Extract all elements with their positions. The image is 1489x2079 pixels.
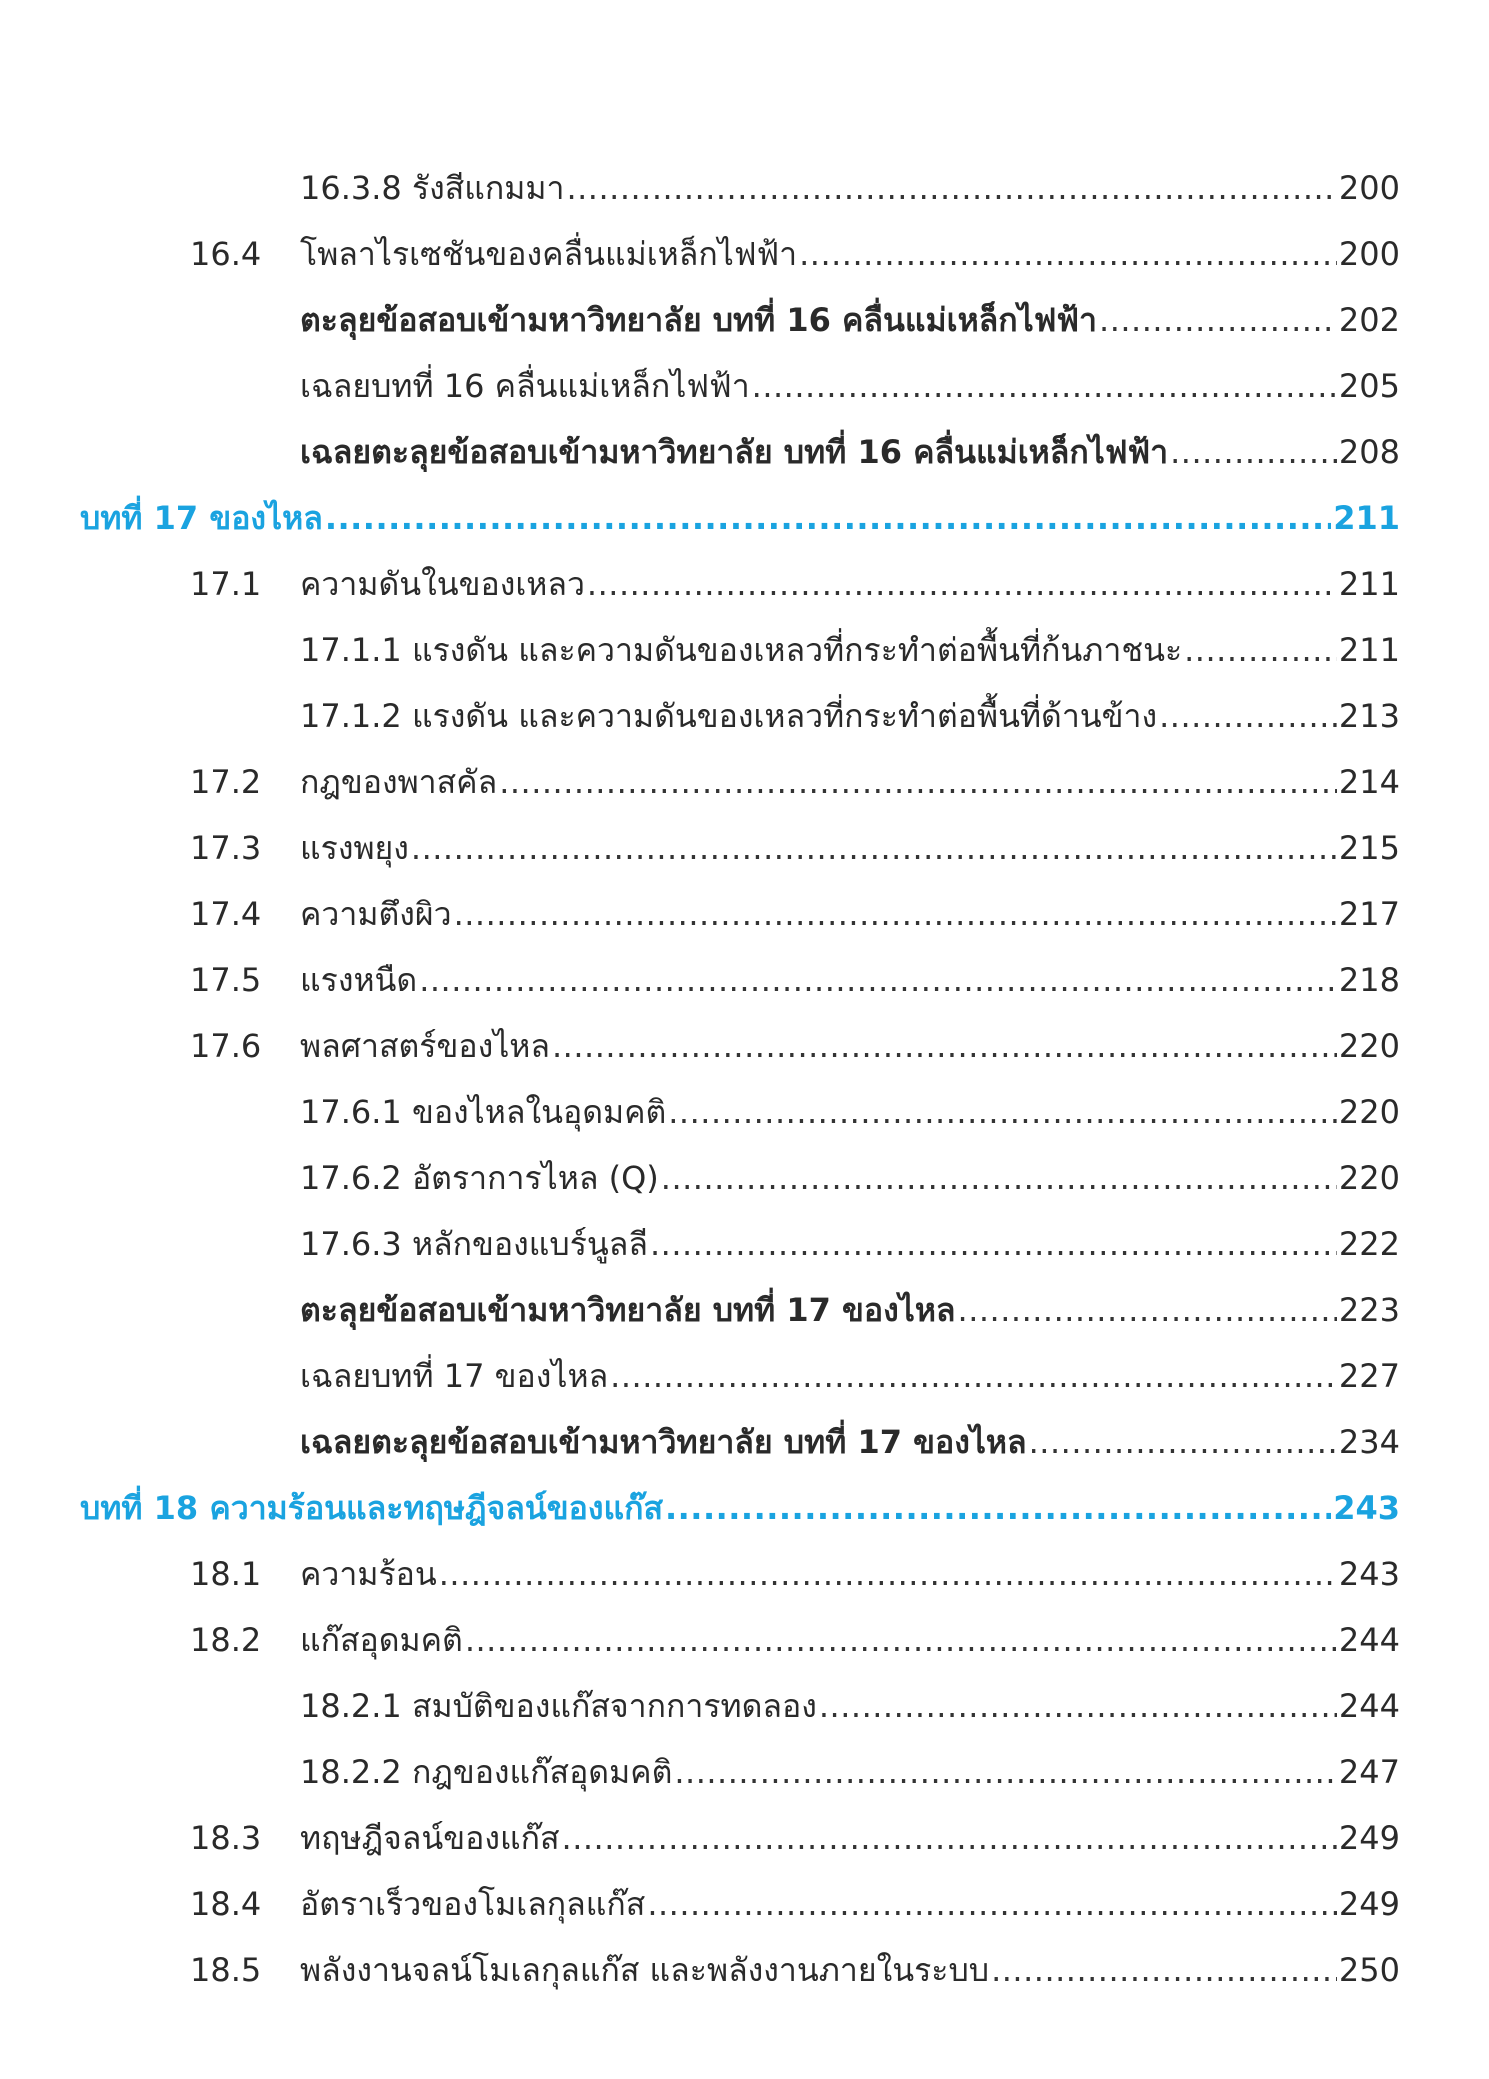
dot-leader — [552, 1026, 1337, 1066]
toc-entry-page: 247 — [1338, 1753, 1400, 1791]
toc-entry-line — [300, 1686, 1400, 1726]
toc-entry-line — [300, 1224, 1400, 1264]
toc-entry — [0, 1942, 1489, 1998]
dot-leader — [665, 1488, 1331, 1528]
toc-entry-title: ความดันในของเหลว — [300, 565, 585, 603]
toc-entry — [0, 1414, 1489, 1470]
toc-entry-page: 200 — [1338, 169, 1400, 207]
toc-entry-title: อัตราเร็วของโมเลกุลแก๊ส — [300, 1885, 646, 1923]
toc-entry-line — [300, 1620, 1400, 1660]
toc-entry-page: 220 — [1338, 1027, 1400, 1065]
dot-leader — [958, 1290, 1337, 1330]
toc-entry-title: ตะลุยข้อสอบเข้ามหาวิทยาลัย บทที่ 17 ของไหล — [300, 1291, 956, 1329]
toc-entry-page: 244 — [1338, 1687, 1400, 1725]
dot-leader — [1099, 300, 1337, 340]
toc-entry-number: 17.6 — [190, 1027, 262, 1065]
toc-entry-title: บทที่ 18 ความร้อนและทฤษฎีจลน์ของแก๊ส — [80, 1489, 663, 1527]
toc-entry-page: 217 — [1338, 895, 1400, 933]
toc-entry — [0, 1810, 1489, 1866]
toc-entry-title: 18.2.2 กฎของแก๊สอุดมคติ — [300, 1753, 673, 1791]
toc-entry — [0, 1876, 1489, 1932]
toc-entry-line — [300, 168, 1400, 208]
dot-leader — [991, 1950, 1337, 1990]
dot-leader — [454, 894, 1337, 934]
toc-entry-line — [300, 762, 1400, 802]
toc-entry-line — [80, 1488, 1400, 1528]
toc-entry-page: 211 — [1333, 499, 1400, 537]
toc-entry-page: 243 — [1338, 1555, 1400, 1593]
toc-entry-title: 17.1.1 แรงดัน และความดันของเหลวที่กระทำต่อพื้นที่ก้นภาชนะ — [300, 631, 1183, 669]
toc-entry — [0, 1348, 1489, 1404]
toc-entry-title: เฉลยตะลุยข้อสอบเข้ามหาวิทยาลัย บทที่ 16 คลื่นแม่เหล็กไฟฟ้า — [300, 433, 1169, 471]
toc-entry-line — [300, 1950, 1400, 1990]
toc-entry-line — [300, 1158, 1400, 1198]
toc-entry-number: 18.3 — [190, 1819, 262, 1857]
toc-entry — [0, 754, 1489, 810]
toc-entry — [0, 688, 1489, 744]
toc-entry — [0, 226, 1489, 282]
toc-entry-page: 244 — [1338, 1621, 1400, 1659]
toc-entry-line — [300, 960, 1400, 1000]
dot-leader — [325, 498, 1331, 538]
toc-entry-line — [300, 696, 1400, 736]
toc-entry-number: 17.3 — [190, 829, 262, 867]
toc-entry-page: 202 — [1338, 301, 1400, 339]
toc-entry-title: 16.3.8 รังสีแกมมา — [300, 169, 565, 207]
toc-entry-line — [300, 366, 1400, 406]
dot-leader — [752, 366, 1337, 406]
dot-leader — [411, 828, 1337, 868]
toc-entry — [0, 1282, 1489, 1338]
toc-entry-title: กฎของพาสคัล — [300, 763, 498, 801]
toc-entry — [0, 622, 1489, 678]
toc-entry-number: 18.2 — [190, 1621, 262, 1659]
toc-entry-line — [300, 828, 1400, 868]
toc-entry — [0, 1678, 1489, 1734]
toc-entry-title: 17.1.2 แรงดัน และความดันของเหลวที่กระทำต่อพื้นที่ด้านข้าง — [300, 697, 1158, 735]
toc-entry-page: 222 — [1338, 1225, 1400, 1263]
toc-entry-line — [300, 630, 1400, 670]
toc-entry-number: 17.4 — [190, 895, 262, 933]
toc-entry-page: 250 — [1338, 1951, 1400, 1989]
dot-leader — [499, 762, 1337, 802]
toc-entry-number: 16.4 — [190, 235, 262, 273]
toc-entry — [0, 556, 1489, 612]
toc-entry-line — [80, 498, 1400, 538]
toc-entry-page: 208 — [1338, 433, 1400, 471]
dot-leader — [1170, 432, 1337, 472]
toc-entry-title: โพลาไรเซชันของคลื่นแม่เหล็กไฟฟ้า — [300, 235, 798, 273]
toc-entry-title: ความร้อน — [300, 1555, 437, 1593]
dot-leader — [1184, 630, 1337, 670]
toc-entry-line — [300, 1554, 1400, 1594]
dot-leader — [465, 1620, 1337, 1660]
toc-entry-title: แรงพยุง — [300, 829, 409, 867]
dot-leader — [1029, 1422, 1337, 1462]
dot-leader — [647, 1884, 1337, 1924]
toc-entry-line — [300, 1026, 1400, 1066]
toc-entry-page: 234 — [1338, 1423, 1400, 1461]
toc-entry-line — [300, 1356, 1400, 1396]
toc-entry — [0, 820, 1489, 876]
toc-entry-page: 218 — [1338, 961, 1400, 999]
toc-entry-line — [300, 1422, 1400, 1462]
dot-leader — [1159, 696, 1337, 736]
toc-entry — [0, 886, 1489, 942]
toc-entry-title: 17.6.2 อัตราการไหล (Q) — [300, 1159, 659, 1197]
toc-entry-line — [300, 300, 1400, 340]
toc-entry-title: ความตึงผิว — [300, 895, 452, 933]
toc-entry — [0, 1150, 1489, 1206]
toc-entry-line — [300, 1092, 1400, 1132]
toc-entry — [0, 952, 1489, 1008]
dot-leader — [668, 1092, 1337, 1132]
toc-entry-number: 17.2 — [190, 763, 262, 801]
toc-entry-page: 249 — [1338, 1885, 1400, 1923]
toc-entry-page: 200 — [1338, 235, 1400, 273]
toc-entry-title: พลังงานจลน์โมเลกุลแก๊ส และพลังงานภายในระบบ — [300, 1951, 990, 1989]
dot-leader — [650, 1224, 1337, 1264]
toc-entry-line — [300, 564, 1400, 604]
toc-entry — [0, 1744, 1489, 1800]
toc-entry-page: 211 — [1338, 565, 1400, 603]
toc-entry-line — [300, 234, 1400, 274]
dot-leader — [819, 1686, 1337, 1726]
toc-entry — [0, 1546, 1489, 1602]
toc-entry-line — [300, 1290, 1400, 1330]
dot-leader — [610, 1356, 1337, 1396]
toc-entry — [0, 1084, 1489, 1140]
toc-entry-title: 17.6.3 หลักของแบร์นูลลี — [300, 1225, 648, 1263]
dot-leader — [566, 168, 1336, 208]
toc-entry-title: ทฤษฎีจลน์ของแก๊ส — [300, 1819, 560, 1857]
dot-leader — [439, 1554, 1337, 1594]
toc-entry — [0, 292, 1489, 348]
toc-entry-page: 220 — [1338, 1159, 1400, 1197]
dot-leader — [661, 1158, 1337, 1198]
toc-entry-line — [300, 432, 1400, 472]
toc-entry — [0, 160, 1489, 216]
toc-entry-page: 205 — [1338, 367, 1400, 405]
toc-entry-number: 17.1 — [190, 565, 262, 603]
toc-chapter-entry — [0, 490, 1489, 546]
toc-entry-title: 18.2.1 สมบัติของแก๊สจากการทดลอง — [300, 1687, 817, 1725]
toc-entry-line — [300, 1818, 1400, 1858]
toc-entry-title: เฉลยบทที่ 16 คลื่นแม่เหล็กไฟฟ้า — [300, 367, 750, 405]
toc-entry-title: เฉลยบทที่ 17 ของไหล — [300, 1357, 609, 1395]
toc-entry-title: บทที่ 17 ของไหล — [80, 499, 323, 537]
dot-leader — [562, 1818, 1337, 1858]
toc-entry-title: 17.6.1 ของไหลในอุดมคติ — [300, 1093, 667, 1131]
toc-entry-title: พลศาสตร์ของไหล — [300, 1027, 550, 1065]
toc-entry — [0, 1612, 1489, 1668]
toc-entry-number: 18.1 — [190, 1555, 262, 1593]
toc-entry-title: แก๊สอุดมคติ — [300, 1621, 463, 1659]
toc-entry-title: เฉลยตะลุยข้อสอบเข้ามหาวิทยาลัย บทที่ 17 ของไหล — [300, 1423, 1027, 1461]
toc-entry-page: 215 — [1338, 829, 1400, 867]
toc-entry-title: ตะลุยข้อสอบเข้ามหาวิทยาลัย บทที่ 16 คลื่นแม่เหล็กไฟฟ้า — [300, 301, 1098, 339]
toc-entry-line — [300, 1752, 1400, 1792]
toc-entry-page: 249 — [1338, 1819, 1400, 1857]
toc-entry-page: 213 — [1338, 697, 1400, 735]
toc-entry — [0, 1216, 1489, 1272]
toc-chapter-entry — [0, 1480, 1489, 1536]
toc-entry-title: แรงหนืด — [300, 961, 418, 999]
toc-entry — [0, 358, 1489, 414]
toc-entry-page: 223 — [1338, 1291, 1400, 1329]
toc-entry-page: 211 — [1338, 631, 1400, 669]
toc-entry-page: 227 — [1338, 1357, 1400, 1395]
dot-leader — [419, 960, 1337, 1000]
dot-leader — [674, 1752, 1337, 1792]
toc-entry — [0, 424, 1489, 480]
dot-leader — [799, 234, 1337, 274]
toc-entry-number: 18.4 — [190, 1885, 262, 1923]
toc-entry-page: 214 — [1338, 763, 1400, 801]
toc-entry-page: 243 — [1333, 1489, 1400, 1527]
toc-entry-line — [300, 1884, 1400, 1924]
toc-entry-number: 17.5 — [190, 961, 262, 999]
toc-entry-number: 18.5 — [190, 1951, 262, 1989]
toc-entry-line — [300, 894, 1400, 934]
dot-leader — [587, 564, 1337, 604]
toc-entry — [0, 1018, 1489, 1074]
toc-entry-page: 220 — [1338, 1093, 1400, 1131]
